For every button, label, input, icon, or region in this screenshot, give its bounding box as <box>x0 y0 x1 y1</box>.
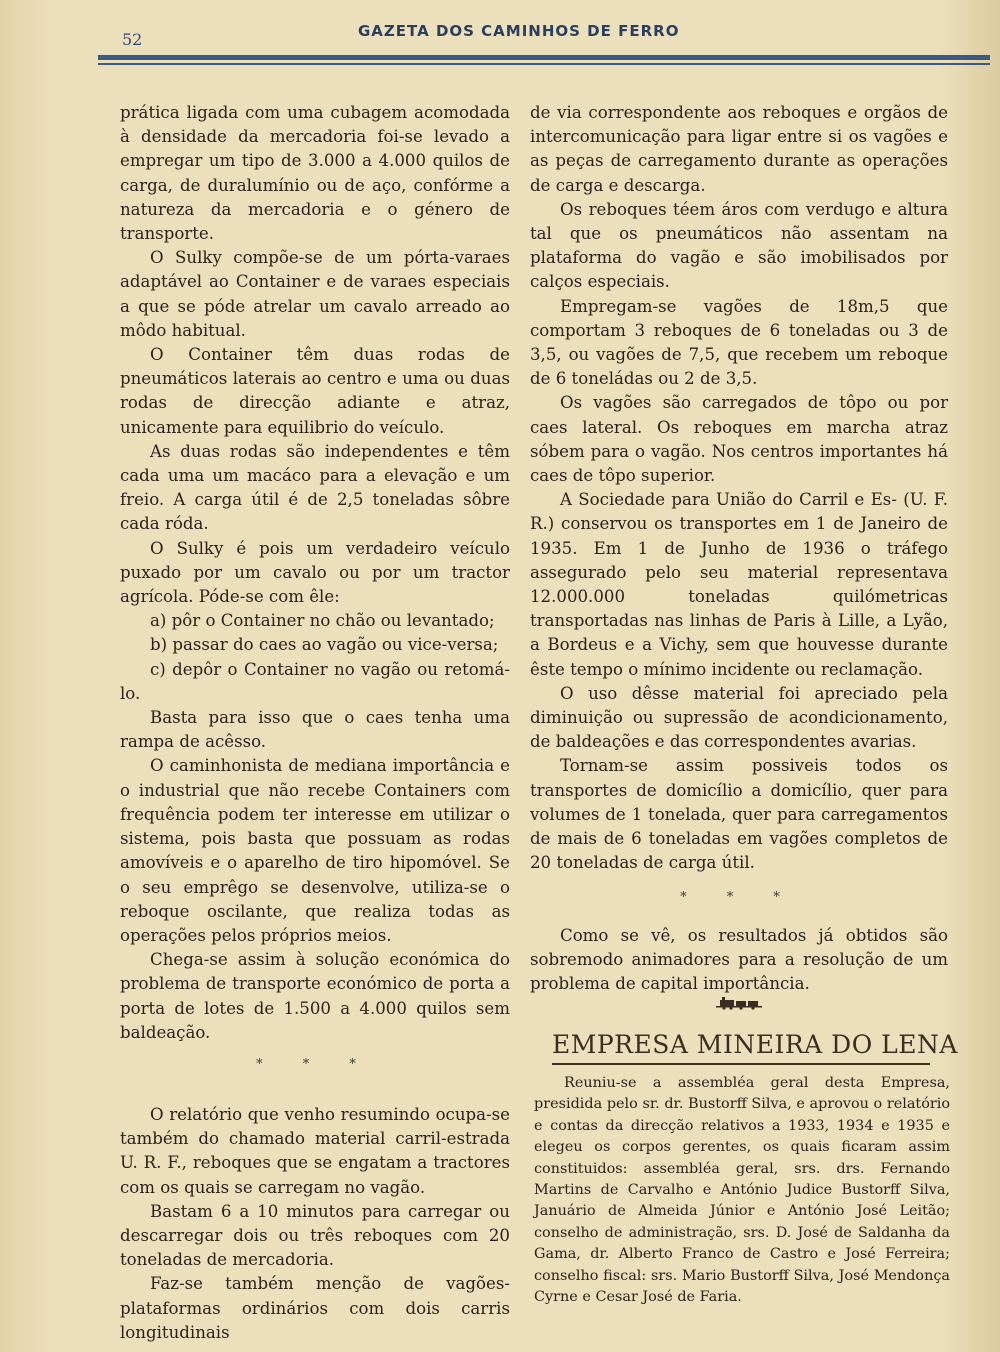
notice-title: EMPRESA MINEIRA DO LENA <box>552 1030 958 1059</box>
paragraph: As duas rodas são independentes e têm cada uma um macáco para a elevação e um freio. A carga útil é de 2,5 toneladas sôbre cada róda. <box>120 441 510 534</box>
list-item: b) passar do caes ao vagão ou vice-versa; <box>150 635 499 655</box>
paragraph: O uso dêsse material foi apreciado pela diminuição ou supressão de acondicionamento, de baldeações e das correspondentes avarias. <box>530 683 948 752</box>
right-column <box>530 101 948 996</box>
paragraph: de via correspondente aos reboques e orgãos de intercomunicação para ligar entre si os vagões e as peças de carregamento durante as operações de carga e descarga. <box>530 103 948 195</box>
paragraph: prática ligada com uma cubagem acomodada à densidade da mercadoria foi-se levado a empregar um tipo de 3.000 a 4.000 quilos de carga, de duralumínio ou de aço, confórme a natureza da mercadoria e o género de transporte. <box>120 103 510 244</box>
paragraph: Como se vê, os resultados já obtidos são sobremodo animadores para a resolução de um problema de capital importância. <box>530 925 948 993</box>
paragraph: Os vagões são carregados de tôpo ou por caes lateral. Os reboques em marcha atraz sóbem para o vagão. Nos centros importantes há caes de tôpo superior. <box>530 393 948 486</box>
journal-title: GAZETA DOS CAMINHOS DE FERRO <box>358 22 680 40</box>
paragraph: Bastam 6 a 10 minutos para carregar ou descarregar dois ou três reboques com 20 toneladas de mercadoria. <box>120 1201 510 1270</box>
header-rule-thick <box>98 55 990 60</box>
paragraph: O Sulky compõe-se de um pórta-varaes adaptável ao Container e de varaes especiais a que se póde atrelar um cavalo arreado ao môdo habitual. <box>120 248 510 340</box>
page-number: 52 <box>122 30 143 49</box>
list-item: a) pôr o Container no chão ou levantado; <box>150 611 495 631</box>
paragraph: Empregam-se vagões de 18m,5 que comportam 3 reboques de 6 toneladas ou 3 de 3,5, ou vagões de 7,5, que recebem um reboque de 6 toneládas ou 2 de 3,5. <box>530 296 948 389</box>
notice-title-rule <box>552 1063 930 1065</box>
section-separator: * * * <box>256 1056 374 1072</box>
paragraph: Os reboques téem áros com verdugo e altura tal que os pneumáticos não assentam na plataforma do vagão e são imobilisados por calços especiais. <box>530 199 948 292</box>
list-item: c) depôr o Container no vagão ou retomá-lo. <box>120 659 510 703</box>
section-separator: * * * <box>680 889 798 905</box>
paragraph: Basta para isso que o caes tenha uma rampa de acêsso. <box>120 708 510 752</box>
paragraph: Chega-se assim à solução económica do problema de transporte económico de porta a porta de lotes de 1.500 a 4.000 quilos sem baldeação. <box>120 950 510 1042</box>
paragraph: O caminhonista de mediana importância e o industrial que não recebe Containers com frequência podem ter interesse em utilizar o sistema, pois basta que possuam as rodas amovíveis e o aparelho de tiro hipomóvel. Se o seu emprêgo se desenvolve, utiliza-se o reboque oscilante, que realiza todas as operações pelos próprios meios. <box>120 756 510 945</box>
paragraph: O Sulky é pois um verdadeiro veículo puxado por um cavalo ou por um tractor agrícola. Póde-se com êle: <box>120 538 510 607</box>
header-rule-thin <box>98 63 990 65</box>
paragraph: A Sociedade para União do Carril e Es- (U. F. R.) conservou os transportes em 1 de Janeiro de 1935. Em 1 de Junho de 1936 o tráfego assegurado pelo seu material representava 12.000.000 toneladas quilómetricas transportadas nas linhas de Paris à Lille, a Lyão, a Bordeus e a Vichy, sem que houvesse durante êste tempo o mínimo incidente ou reclamação. <box>530 490 948 679</box>
paragraph: Tornam-se assim possiveis todos os transportes de domicílio a domicílio, quer para volumes de 1 tonelada, quer para carregamentos de mais de 6 toneladas em vagões completos de 20 toneladas de carga útil. <box>530 756 948 873</box>
paragraph: Faz-se também menção de vagões-plataformas ordinários com dois carris longitudinais <box>120 1274 510 1342</box>
paragraph: O Container têm duas rodas de pneumáticos laterais ao centro e uma ou duas rodas de direcção adiante e atraz, unicamente para equilibrio do veículo. <box>120 345 510 437</box>
left-column <box>120 101 510 1345</box>
page-header <box>98 20 990 50</box>
train-ornament-icon <box>716 996 762 1010</box>
notice-body <box>534 1073 950 1308</box>
paragraph: Reuniu-se a assembléa geral desta Empresa, presidida pelo sr. dr. Bustorff Silva, e aprovou o relatório e contas da direcção relativos a 1933, 1934 e 1935 e elegeu os corpos gerentes, os quais ficaram assim constituidos: assembléa geral, srs. drs. Fernando Martins de Carvalho e António Judice Bustorff Silva, Januário de Almeida Júnior e António José Leitão; conselho de administração, srs. D. José de Saldanha da Gama, dr. Alberto Franco de Castro e José Ferreira; conselho fiscal: srs. Mario Bustorff Silva, José Mendonça Cyrne e Cesar José de Faria. <box>534 1075 950 1306</box>
paragraph: O relatório que venho resumindo ocupa-se também do chamado material carril-estrada U. R. F., reboques que se engatam a tractores com os quais se carregam no vagão. <box>120 1104 510 1197</box>
